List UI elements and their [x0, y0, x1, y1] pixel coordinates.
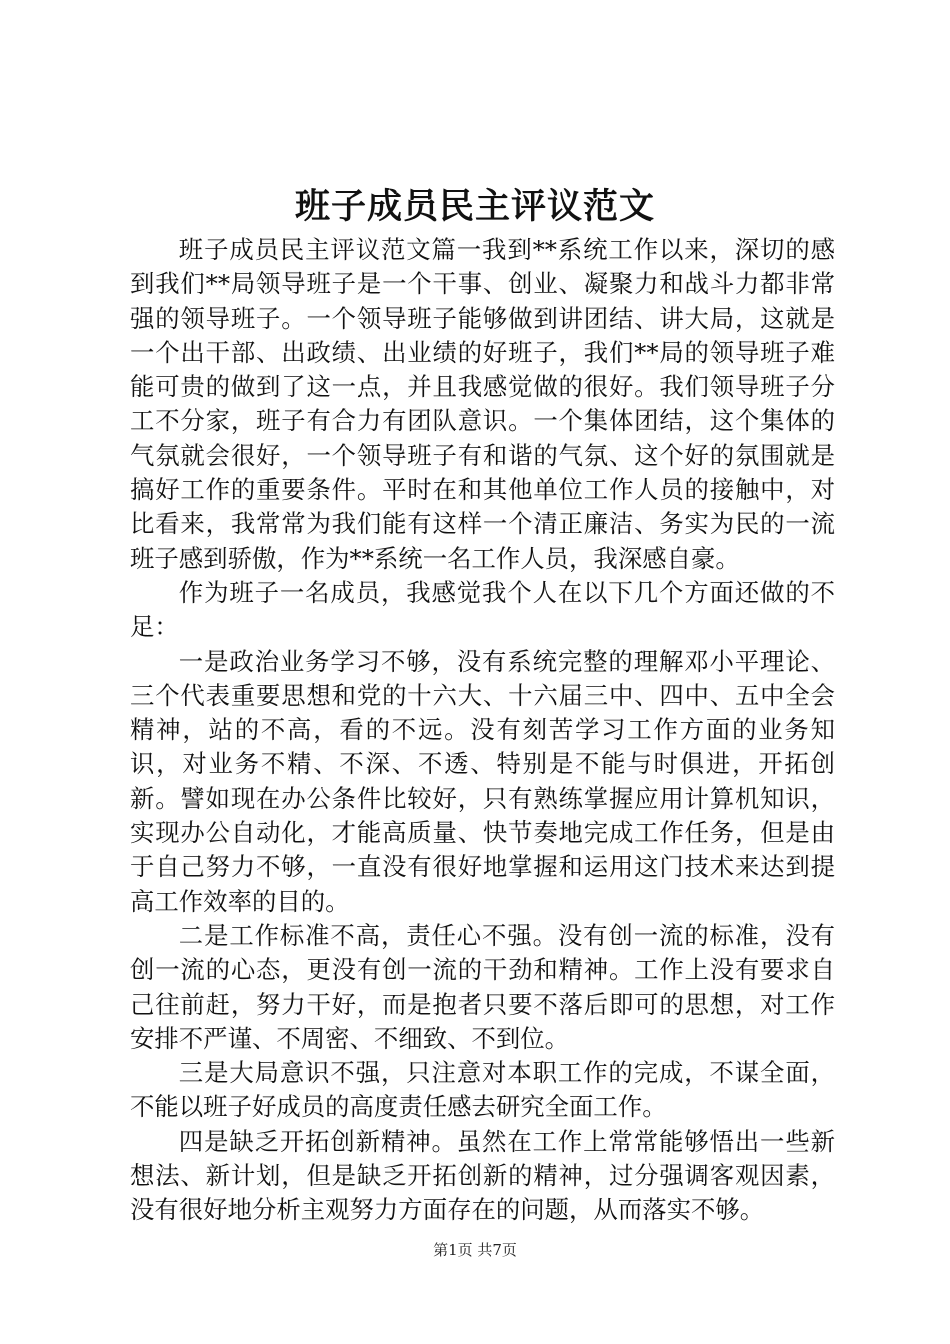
paragraph-intro: 班子成员民主评议范文篇一我到**系统工作以来，深切的感到我们**局领导班子是一个干事、创业、凝聚力和战斗力都非常强的领导班子。一个领导班子能够做到讲团结、讲大局，这就是一个出干部、出政绩、出业绩的好班子，我们**局的领导班子难能可贵的做到了这一点，并且我感觉做的很好。我们领导班子分工不分家，班子有合力有团队意识。一个集体团结，这个集体的气氛就会很好，一个领导班子有和谐的气氛、这个好的氛围就是搞好工作的重要条件。平时在和其他单位工作人员的接触中，对比看来，我常常为我们能有这样一个清正廉洁、务实为民的一流班子感到骄傲，作为**系统一名工作人员，我深感自豪。 [130, 235, 835, 573]
paragraph-point-three: 三是大局意识不强，只注意对本职工作的完成，不谋全面，不能以班子好成员的高度责任感去研究全面工作。 [130, 1058, 835, 1122]
paragraph-point-one: 一是政治业务学习不够，没有系统完整的理解邓小平理论、三个代表重要思想和党的十六大、十六届三中、四中、五中全会精神，站的不高，看的不远。没有刻苦学习工作方面的业务知识，对业务不精、不深、不透、特别是不能与时俱进，开拓创新。譬如现在办公条件比较好，只有熟练掌握应用计算机知识，实现办公自动化，才能高质量、快节奏地完成工作任务，但是由于自己努力不够，一直没有很好地掌握和运用这门技术来达到提高工作效率的目的。 [130, 646, 835, 916]
document-body [130, 233, 835, 1228]
document-title: 班子成员民主评议范文 [294, 186, 655, 227]
paragraph-point-four: 四是缺乏开拓创新精神。虽然在工作上常常能够悟出一些新想法、新计划，但是缺乏开拓创新的精神，过分强调客观因素，没有很好地分析主观努力方面存在的问题，从而落实不够。 [130, 1126, 835, 1225]
paragraph-point-two: 二是工作标准不高，责任心不强。没有创一流的标准，没有创一流的心态，更没有创一流的干劲和精神。工作上没有要求自己往前赶，努力干好，而是抱者只要不落后即可的思想，对工作安排不严谨、不周密、不细致、不到位。 [130, 920, 835, 1053]
paragraph-shortcomings-lead: 作为班子一名成员，我感觉我个人在以下几个方面还做的不足： [130, 577, 835, 642]
page-footer: 第1页 共7页 [433, 1241, 517, 1259]
